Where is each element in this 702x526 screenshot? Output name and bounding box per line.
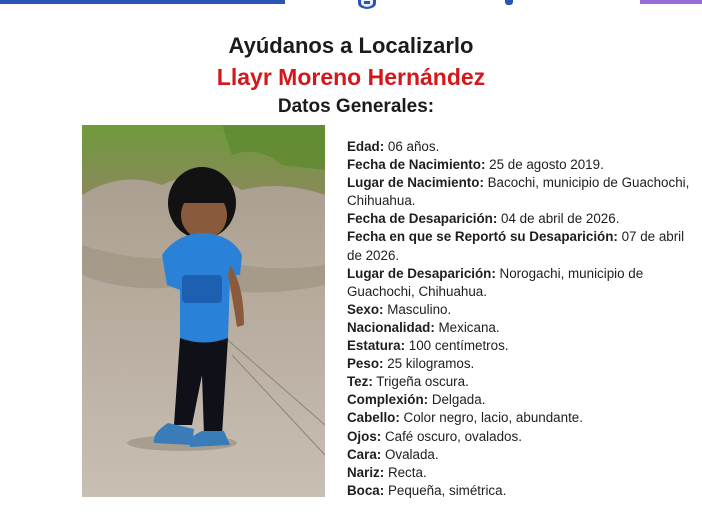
detail-row xyxy=(347,391,692,409)
detail-row xyxy=(347,428,692,446)
detail-value: Delgada. xyxy=(428,392,486,408)
detail-row xyxy=(347,138,692,156)
detail-label: Boca: xyxy=(347,482,385,498)
detail-value: Trigeña oscura. xyxy=(372,374,469,390)
detail-value: 25 de agosto 2019. xyxy=(485,157,604,173)
section-title: Datos Generales: xyxy=(277,96,435,117)
detail-value: 25 kilogramos. xyxy=(383,356,475,372)
child-photo xyxy=(82,125,325,497)
detail-label: Fecha de Desaparición: xyxy=(347,211,498,227)
detail-label: Complexión: xyxy=(347,392,429,408)
detail-row xyxy=(347,446,692,464)
missing-person-name: Llayr Moreno Hernández xyxy=(216,64,486,90)
detail-row xyxy=(347,319,692,337)
detail-row xyxy=(347,355,692,373)
detail-row xyxy=(347,265,692,301)
detail-label: Tez: xyxy=(347,374,373,390)
detail-label: Cara: xyxy=(347,446,382,462)
detail-label: Edad: xyxy=(347,139,385,154)
detail-value: Mexicana. xyxy=(434,319,500,335)
detail-row xyxy=(347,464,692,482)
detail-label: Lugar de Nacimiento: xyxy=(347,175,484,191)
banner-stripe-blue xyxy=(0,0,285,4)
detail-label: Peso: xyxy=(347,356,384,372)
detail-label: Cabello: xyxy=(347,410,400,426)
detail-value: 07 de abril de 2026. xyxy=(347,229,685,263)
detail-value: Café oscuro, ovalados. xyxy=(381,428,522,444)
detail-row xyxy=(347,156,692,174)
banner-mark-blue xyxy=(505,0,513,5)
detail-row xyxy=(347,337,692,355)
detail-label: Fecha en que se Reportó su Desaparición: xyxy=(347,229,618,245)
banner-stripe-purple xyxy=(640,0,702,4)
detail-label: Sexo: xyxy=(347,301,384,317)
detail-row xyxy=(347,373,692,391)
detail-label: Nariz: xyxy=(347,464,385,480)
detail-value: Bacochi, municipio de Guachochi, Chihuahua. xyxy=(347,175,690,209)
detail-label: Ojos: xyxy=(347,428,382,444)
detail-value: Pequeña, simétrica. xyxy=(384,482,507,498)
detail-row xyxy=(347,482,692,500)
detail-row xyxy=(347,301,692,319)
detail-row xyxy=(347,210,692,228)
detail-value: Norogachi, municipio de Guachochi, Chihuahua. xyxy=(347,265,644,299)
shield-logo-icon xyxy=(356,0,378,9)
personal-details-list xyxy=(347,138,692,500)
detail-value: Masculino. xyxy=(383,301,452,317)
detail-value: 06 años. xyxy=(384,139,440,154)
detail-value: 04 de abril de 2026. xyxy=(497,211,620,227)
detail-row xyxy=(347,228,692,264)
detail-label: Lugar de Desaparición: xyxy=(347,265,496,281)
detail-value: Ovalada. xyxy=(381,446,439,462)
detail-label: Estatura: xyxy=(347,338,406,354)
detail-row xyxy=(347,174,692,210)
detail-row xyxy=(347,409,692,427)
detail-label: Nacionalidad: xyxy=(347,319,435,335)
top-banner xyxy=(0,0,702,10)
detail-value: Color negro, lacio, abundante. xyxy=(399,410,583,426)
detail-value: 100 centímetros. xyxy=(405,338,509,354)
detail-value: Recta. xyxy=(384,464,427,480)
poster-title: Ayúdanos a Localizarlo xyxy=(228,33,474,58)
detail-label: Fecha de Nacimiento: xyxy=(347,157,486,173)
